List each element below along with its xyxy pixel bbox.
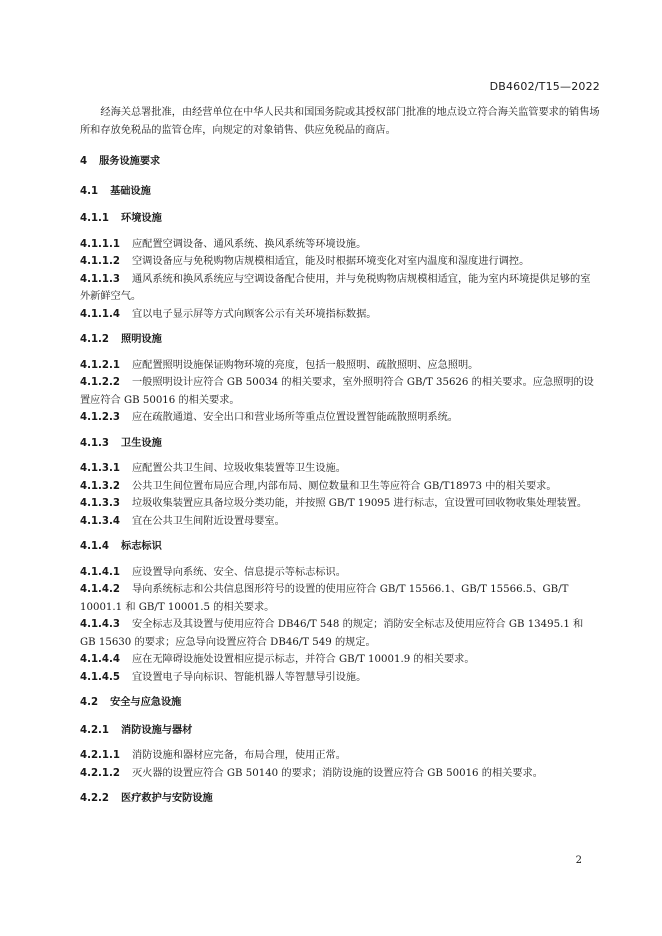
clause-text: 公共卫生间位置布局应合理,内部布局、厕位数量和卫生等应符合 GB/T18973 中的相关要求。 bbox=[131, 480, 557, 492]
clause-item bbox=[80, 513, 600, 531]
clause-item bbox=[80, 357, 600, 375]
section-title: 标志标识 bbox=[121, 541, 162, 552]
clause-item bbox=[80, 409, 600, 427]
section-4-1-heading bbox=[80, 183, 600, 201]
clause-text: 宜设置电子导向标识、智能机器人等智慧导引设施。 bbox=[131, 671, 367, 683]
section-title: 基础设施 bbox=[110, 185, 151, 197]
clause-number: 4.2.1.1 bbox=[80, 750, 120, 761]
clause-text: 导向系统标志和公共信息图形符号的设置的使用应符合 GB/T 15566.1、GB/T 15566.5、GB/T 10001.1 和 GB/T 10001.5 的相关要求。 bbox=[80, 584, 569, 613]
clause-item bbox=[80, 478, 600, 496]
clause-text: 应设置导向系统、安全、信息提示等标志标识。 bbox=[131, 566, 346, 578]
clause-number: 4.1.4.2 bbox=[80, 584, 120, 595]
clause-number: 4.1.1.4 bbox=[80, 308, 120, 320]
clause-number: 4.1.1.2 bbox=[80, 256, 120, 267]
clause-item bbox=[80, 564, 600, 582]
clause-number: 4.1.2.1 bbox=[80, 359, 120, 371]
section-4-1-2-heading bbox=[80, 331, 600, 349]
clause-text: 一般照明设计应符合 GB 50034 的相关要求，室外照明符合 GB/T 35626 的相关要求。应急照明的设置应符合 GB 50016 的相关要求。 bbox=[80, 377, 594, 406]
section-title: 卫生设施 bbox=[121, 437, 162, 449]
clause-text: 灭火器的设置应符合 GB 50140 的要求；消防设施的设置应符合 GB 50016 的相关要求。 bbox=[131, 767, 543, 779]
section-title: 环境设施 bbox=[121, 213, 162, 224]
clause-number: 4.1.3.1 bbox=[80, 463, 120, 474]
section-number: 4.1.4 bbox=[80, 541, 110, 552]
clause-number: 4.2.1.2 bbox=[80, 767, 120, 779]
section-4-2-heading bbox=[80, 694, 600, 712]
section-number: 4.1.3 bbox=[80, 437, 110, 449]
clause-item bbox=[80, 651, 600, 669]
section-title: 安全与应急设施 bbox=[110, 697, 182, 708]
section-4-1-1-heading bbox=[80, 210, 600, 228]
clause-text: 通风系统和换风系统应与空调设备配合使用，并与免税购物店规模相适宜，能为室内环境提供足够的室外新鲜空气。 bbox=[80, 273, 591, 302]
section-number: 4.2 bbox=[80, 697, 99, 708]
clause-item bbox=[80, 306, 600, 324]
clause-number: 4.1.2.2 bbox=[80, 377, 120, 388]
clause-item bbox=[80, 495, 600, 513]
clause-text: 宜在公共卫生间附近设置母婴室。 bbox=[131, 515, 285, 527]
clause-item bbox=[80, 374, 600, 409]
section-number: 4.1.1 bbox=[80, 213, 110, 224]
section-number: 4.2.1 bbox=[80, 724, 110, 736]
section-number: 4.1.2 bbox=[80, 334, 110, 345]
section-4-2-1-heading bbox=[80, 722, 600, 740]
clause-number: 4.1.4.4 bbox=[80, 654, 120, 665]
clause-item bbox=[80, 581, 600, 616]
clause-item bbox=[80, 616, 600, 651]
section-title: 医疗救护与安防设施 bbox=[121, 793, 213, 804]
clause-text: 安全标志及其设置与使用应符合 DB46/T 548 的规定；消防安全标志及使用应符合 GB 13495.1 和 GB 15630 的要求；应急导向设置应符合 DB46/T 549 的规定。 bbox=[80, 619, 584, 648]
clause-item bbox=[80, 669, 600, 687]
clause-text: 垃圾收集装置应具备垃圾分类功能，并按照 GB/T 19095 进行标志，宜设置可回收物收集处理装置。 bbox=[131, 498, 588, 509]
section-number: 4.1 bbox=[80, 185, 99, 197]
clause-item bbox=[80, 747, 600, 765]
section-title: 照明设施 bbox=[121, 334, 162, 345]
clause-number: 4.1.3.2 bbox=[80, 480, 120, 492]
clause-text: 应配置公共卫生间、垃圾收集装置等卫生设施。 bbox=[131, 463, 346, 474]
clause-text: 宜以电子显示屏等方式向顾客公示有关环境指标数据。 bbox=[131, 308, 377, 320]
clause-number: 4.1.1.1 bbox=[80, 238, 120, 250]
clause-item bbox=[80, 236, 600, 254]
clause-text: 应配置照明设施保证购物环境的亮度，包括一般照明、疏散照明、应急照明。 bbox=[131, 359, 479, 371]
clause-item bbox=[80, 460, 600, 478]
clause-number: 4.1.3.4 bbox=[80, 515, 120, 527]
clause-item bbox=[80, 271, 600, 306]
clause-number: 4.1.1.3 bbox=[80, 273, 120, 285]
clause-text: 应在疏散通道、安全出口和营业场所等重点位置设置智能疏散照明系统。 bbox=[131, 412, 458, 423]
document-code: DB4602/T15—2022 bbox=[489, 80, 600, 93]
section-4-heading bbox=[80, 153, 600, 171]
section-4-1-4-heading bbox=[80, 538, 600, 556]
document-body bbox=[80, 104, 600, 816]
clause-number: 4.1.4.1 bbox=[80, 566, 120, 578]
section-title: 服务设施要求 bbox=[99, 156, 161, 167]
clause-number: 4.1.4.5 bbox=[80, 671, 120, 683]
clause-number: 4.1.2.3 bbox=[80, 412, 120, 423]
clause-text: 消防设施和器材应完备，布局合理，使用正常。 bbox=[131, 750, 346, 761]
clause-text: 应在无障碍设施处设置相应提示标志，并符合 GB/T 10001.9 的相关要求。 bbox=[131, 654, 475, 665]
clause-item bbox=[80, 765, 600, 783]
intro-paragraph: 经海关总署批准，由经营单位在中华人民共和国国务院或其授权部门批准的地点设立符合海关监管要求的销售场所和存放免税品的监管仓库，向规定的对象销售、供应免税品的商店。 bbox=[80, 107, 600, 136]
clause-text: 空调设备应与免税购物店规模相适宜，能及时根据环境变化对室内温度和湿度进行调控。 bbox=[131, 256, 530, 267]
section-title: 消防设施与器材 bbox=[121, 724, 193, 736]
page-number: 2 bbox=[575, 855, 582, 866]
clause-text: 应配置空调设备、通风系统、换风系统等环境设施。 bbox=[131, 238, 367, 250]
section-number: 4.2.2 bbox=[80, 793, 110, 804]
section-number: 4 bbox=[80, 156, 88, 167]
clause-number: 4.1.3.3 bbox=[80, 498, 120, 509]
section-4-1-3-heading bbox=[80, 435, 600, 453]
clause-number: 4.1.4.3 bbox=[80, 619, 120, 630]
section-4-2-2-heading bbox=[80, 790, 600, 808]
clause-item bbox=[80, 253, 600, 271]
